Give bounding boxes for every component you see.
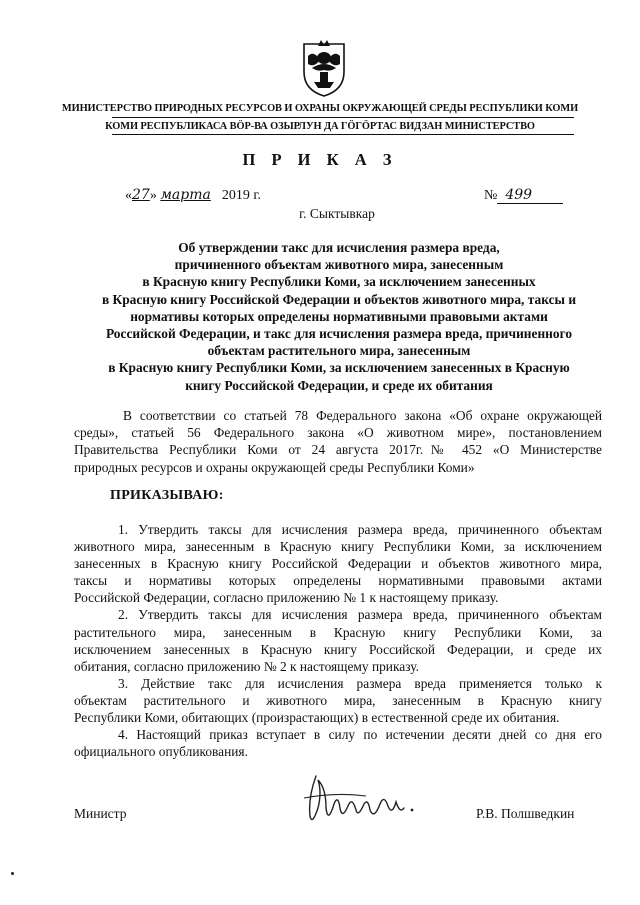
date-year: 2019 г. xyxy=(221,188,261,203)
item-line: таксы и нормативы которых определены нормативными правовыми актами xyxy=(74,573,602,589)
order-items xyxy=(74,521,602,760)
subject-line: причиненного объектам животного мира, занесенным xyxy=(174,257,504,273)
item-line: растительного мира, занесенным в Красную книгу Республики Коми, за xyxy=(74,624,602,640)
date-month: марта xyxy=(160,187,211,203)
item-line: занесенных в Красную книгу Российской Федерации и объектов животного мира, xyxy=(74,556,602,572)
subject-line: Об утверждении такс для исчисления размера вреда, xyxy=(178,240,500,255)
preamble-paragraph xyxy=(74,407,602,476)
scan-speck xyxy=(11,872,14,875)
item-line: Республики Коми, обитающих (произрастающих) в естественной среде их обитания. xyxy=(74,710,560,726)
item-line: объектам растительного и животного мира, занесенным в Красную книгу xyxy=(74,692,602,708)
order-number xyxy=(484,187,563,204)
order-directive-heading: ПРИКАЗЫВАЮ: xyxy=(110,488,224,503)
date-close-quote: » xyxy=(149,188,157,203)
number-sign: № xyxy=(484,188,498,203)
signer-name: Р.В. Полшведкин xyxy=(476,806,575,821)
order-city: г. Сыктывкар xyxy=(299,206,375,221)
subject-line: в Красную книгу Республики Коми, за исключением занесенных в Красную xyxy=(108,360,570,376)
item-line: животного мира, занесенным в Красную книгу Республики Коми, за исключением xyxy=(74,539,602,555)
subject-line: в Красную книгу Республики Коми, за исключением занесенных xyxy=(142,274,536,290)
item-line: 4. Настоящий приказ вступает в силу по истечении десяти дней со дня его xyxy=(118,727,602,743)
header-divider xyxy=(112,134,574,135)
item-line: 2. Утвердить таксы для исчисления размера вреда, причиненного объектам xyxy=(118,607,602,623)
preamble-line: В соответствии со статьей 78 Федерального закона «Об охране окружающей xyxy=(123,408,602,423)
item-line: исключением занесенных в Красную книгу Российской Федерации, и среде их xyxy=(74,641,602,657)
ministry-name-russian: МИНИСТЕРСТВО ПРИРОДНЫХ РЕСУРСОВ И ОХРАНЫ ОКРУЖАЮЩЕЙ СРЕДЫ РЕСПУБЛИКИ КОМИ xyxy=(61,103,579,114)
item-line: обитания, согласно приложению № 2 к настоящему приказу. xyxy=(74,658,419,674)
order-date xyxy=(125,187,261,204)
document-title: П Р И К А З xyxy=(242,150,398,169)
subject-line: объектам растительного мира, занесенным xyxy=(207,343,471,359)
subject-line: книгу Российской Федерации, и среде их обитания xyxy=(185,377,493,393)
item-line: Российской Федерации, согласно приложению № 1 к настоящему приказу. xyxy=(74,590,499,606)
order-subject xyxy=(70,239,608,394)
item-line: 3. Действие такс для исчисления размера вреда применяется только к xyxy=(118,675,602,691)
signer-position: Министр xyxy=(74,806,127,821)
item-line: 1. Утвердить таксы для исчисления размера вреда, причиненного объектам xyxy=(118,522,602,537)
preamble-line: природных ресурсов и охраны окружающей среды Республики Коми» xyxy=(74,459,475,475)
preamble-line: Правительства Республики Коми от 24 августа 2017г.№ 452 «О Министерстве xyxy=(74,442,602,458)
date-day: 27 xyxy=(132,187,150,203)
subject-line: нормативы которых определены нормативными правовыми актами xyxy=(130,308,548,324)
item-line: официального опубликования. xyxy=(74,744,248,760)
header-divider xyxy=(112,117,574,118)
preamble-line: среды», статьей 56 Федерального закона «О животном мире», постановлением xyxy=(74,425,602,441)
handwritten-signature-icon xyxy=(296,768,426,830)
subject-line: Российской Федерации, и такс для исчисления размера вреда, причиненного xyxy=(105,326,573,342)
date-open-quote: « xyxy=(125,188,132,203)
komi-republic-coat-of-arms-icon xyxy=(300,38,348,98)
subject-line: в Красную книгу Российской Федерации и объектов животного мира, таксы и xyxy=(101,291,577,307)
number-value: 499 xyxy=(497,187,563,204)
ministry-name-komi: КОМИ РЕСПУБЛИКАСА ВӦР-ВА ОЗЫРЛУН ДА ГӦГӦРТАС ВИДЗАН МИНИСТЕРСТВО xyxy=(105,121,535,132)
